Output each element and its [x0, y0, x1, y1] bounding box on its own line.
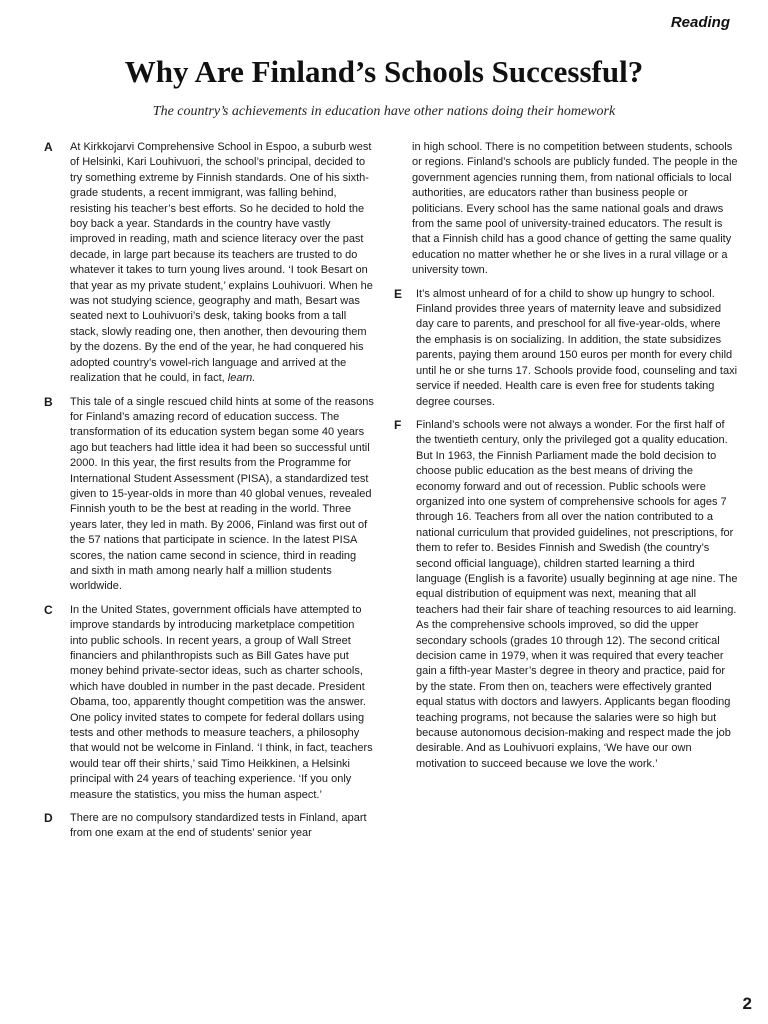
paragraph-letter: C	[44, 602, 53, 617]
paragraph-text: This tale of a single rescued child hints at some of the reasons for Finland’s amazing record of education success. The transformation of its education system began some 40 years ago but teachers had little idea it had been so successful until 2000. In this year, the first results from the Programme for International Student Assessment (PISA), a standardized test given to 15-year-olds in more than 40 global venues, revealed Finnish youth to be the best at reading in the world. Three years later, they led in math. By 2006, Finland was first out of the 57 nations that participate in science. In the latest PISA scores, the nation came second in science, third in reading and sixth in math among nearly half a million students worldwide.	[70, 395, 374, 593]
paragraph-b	[44, 395, 374, 595]
section-label: Reading	[670, 14, 730, 31]
left-column	[44, 140, 374, 850]
paragraph-emphasis: learn.	[227, 372, 256, 385]
paragraph-c	[44, 603, 374, 803]
paragraph-f	[394, 418, 738, 772]
paragraph-text: Finland’s schools were not always a wonder. For the first half of the twentieth century, only the privileged got a quality education. But In 1963, the Finnish Parliament made the bold decision to choose public education as the best means of driving the economy forward and out of recession. Public schools were organized into one system of comprehensive schools for ages 7 through 16. Teachers from all over the nation contributed to a national curriculum that provided guidelines, not prescriptions, for them to refer to. Besides Finnish and Swedish (the country’s second official language), children started learning a third language (English is a favorite) usually beginning at age nine. The equal distribution of equipment was next, meaning that all teachers had their fair share of teaching resources to aid learning. As the comprehensive schools improved, so did the upper secondary schools (grades 10 through 12). The second critical decision came in 1979, when it was required that every teacher gain a fifth-year Master’s degree in theory and practice, paid for by the state. From then on, teachers were effectively granted equal status with doctors and lawyers. Applicants began flooding teaching programs, not because the salaries were so high but because autonomous decision-making and respect made the job desirable. And as Louhivuori explains, ‘We have our own motivation to succeed because we love the work.’	[416, 418, 738, 770]
paragraph-e	[394, 287, 738, 410]
paragraph-letter: E	[394, 286, 403, 301]
paragraph-text: At Kirkkojarvi Comprehensive School in Espoo, a suburb west of Helsinki, Kari Louhivuori, the school’s principal, decided to try something extreme by Finnish standards. One of his sixth-grade students, a recent immigrant, was falling behind, resisting his teacher’s best efforts. So he decided to hold the boy back a year. Standards in the country have vastly improved in reading, math and science literacy over the past decade, in large part because its teachers are trusted to do whatever it takes to turn young lives around. ‘I took Besart on that year as my private student,’ explains Louhivuori. When he was not studying science, geography and math, Besart was seated next to Louhivuori’s desk, taking books from a tall stack, slowly reading one, then another, then devouring them by the dozens. By the end of the year, he had conquered his adopted country’s vowel-rich language and arrived at the realization that he could, in fact,	[70, 141, 373, 385]
paragraph-letter: A	[44, 140, 53, 154]
paragraph-a	[44, 140, 374, 387]
page-number: 2	[742, 994, 752, 1013]
paragraph-d	[44, 811, 374, 842]
paragraph-text: In the United States, government officials have attempted to improve standards by introducing marketplace competition into public schools. In recent years, a group of Wall Street financiers and philanthropists such as Bill Gates have put money behind private-sector ideas, such as charter schools, which have doubled in number in the past decade. President Obama, too, apparently thought competition was the answer. One policy invited states to compete for federal dollars using tests and other methods to measure teachers, a philosophy that would not be welcome in Finland. ‘I think, in fact, teachers would tear off their shirts,’ said Timo Heikkinen, a Helsinki principal with 24 years of teaching experience. ‘If you only measure the statistics, you miss the human aspect.’	[70, 603, 373, 801]
paragraph-text: There are no compulsory standardized tests in Finland, apart from one exam at the end of students’ senior year	[70, 812, 367, 840]
paragraph-letter: D	[44, 811, 53, 826]
paragraph-d-continuation: in high school. There is no competition between students, schools or regions. Finland’s schools are publicly funded. The people in the government agencies running them, from national officials to local authorities, are educators rather than business people or politicians. Every school has the same national goals and draws from the same pool of university-trained educators. The result is that a Finnish child has a good chance of getting the same quality education no matter whether he or she lives in a rural village or a university town.	[412, 141, 738, 277]
paragraph-letter: B	[44, 394, 53, 409]
article-title: Why Are Finland’s Schools Successful?	[124, 54, 644, 89]
article-subtitle: The country’s achievements in education have other nations doing their homework	[152, 104, 616, 119]
right-column	[394, 140, 738, 780]
paragraph-text: It’s almost unheard of for a child to show up hungry to school. Finland provides three years of maternity leave and subsidized day care to parents, and preschool for all five-year-olds, where the emphasis is on socializing. In addition, the state subsidizes parents, paying them around 150 euros per month for every child until he or she turns 17. Schools provide food, counseling and taxi service if needed. Health care is even free for students taking degree courses.	[416, 287, 738, 408]
paragraph-letter: F	[394, 417, 402, 432]
